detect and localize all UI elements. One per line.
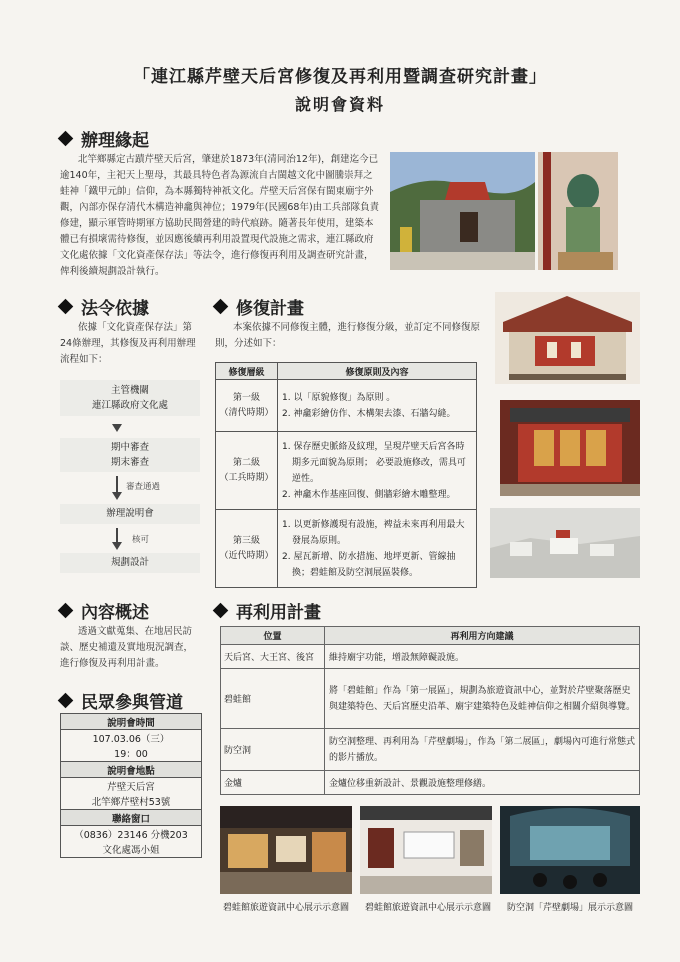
section-repair-heading — [215, 294, 304, 319]
visitor-center-render-2 — [360, 806, 492, 894]
origin-paragraph: 北竿鄉縣定古蹟芹壁天后宮，肇建於1873年(清同治12年)，創建迄今已逾140年，主祀天上聖母，其最具特色者為源流自古閩越文化中圖騰崇拜之蛙神「鐵甲元帥」信仰，為本縣獨特神祇文化。芹壁天后宮保有閩東廟宇外觀，內部亦保存清代木構造神龕與神位；1979年(民國68年)由工兵部隊負責修建，顯示軍管時期軍方協助民間營建的時代痕跡。隨著長年使用，建築本體已有損壞需待修復，並因應後續再利用設置現代設施之需求，連江縣政府文化處依據「文化資產保存法」等法令，進行修復再利用及調查研究計畫，俾利後續規劃設計執行。 — [60, 154, 380, 277]
repair-level: 第二級 — [232, 457, 260, 468]
temple-exterior-photo — [390, 152, 535, 270]
repair-item: 2. 神龕木作基座回復、側牆彩繪木雕整理。 — [282, 489, 456, 500]
repair-period: （工兵時期） — [219, 472, 274, 483]
contact-label: 聯絡窗口 — [61, 810, 202, 826]
repair-level: 第三級 — [232, 535, 260, 546]
section-reuse-title: 再利用計畫 — [236, 603, 321, 623]
meeting-address: 北竿鄉芹壁村53號 — [61, 794, 202, 810]
diamond-bullet-icon — [58, 693, 74, 709]
page-subtitle: 說明會資料 — [294, 95, 385, 114]
meeting-venue: 芹壁天后宮 — [61, 778, 202, 794]
page-title: 「連江縣芹壁天后宮修復及再利用暨調查研究計畫」 — [133, 67, 547, 87]
visitor-center-render-1 — [220, 806, 352, 894]
reuse-header-suggestion: 再利用方向建議 — [325, 627, 640, 645]
flow-arrow-icon — [112, 424, 122, 432]
law-paragraph: 依據「文化資產保存法」第24條辦理，其修復及再利用辦理流程如下： — [60, 322, 196, 365]
flow-connector — [116, 528, 118, 542]
image-caption: 碧蛙館旅遊資訊中心展示示意圖 — [364, 903, 491, 913]
reuse-suggestion: 金爐位移重新設計、景觀設施整理修繕。 — [325, 771, 640, 795]
reuse-location: 天后宮、大王宮、後宮 — [221, 645, 325, 669]
flow-step-design: 規劃設計 — [60, 553, 200, 573]
repair-level: 第一級 — [232, 392, 260, 403]
summary-paragraph: 透過文獻蒐集、在地居民訪談、歷史補遺及實地現況調查，進行修復及再利用計畫。 — [60, 626, 194, 669]
repair-paragraph: 本案依據不同修復主體，進行修復分級，並訂定不同修復原則，分述如下： — [215, 322, 481, 349]
section-reuse-heading — [215, 598, 321, 623]
repair-item: 1. 以「原貌修復」為原則 。 — [282, 392, 396, 403]
flow-step-meeting: 辦理說明會 — [60, 504, 200, 524]
reuse-header-location: 位置 — [221, 627, 325, 645]
reuse-suggestion: 將「碧蛙館」作為「第一展區」，規劃為旅遊資訊中心，並對於芹壁聚落歷史與建築特色、天后宮歷史沿革、廟宇建築特色及蛙神信仰之相關介紹與導覽。 — [325, 669, 640, 729]
diamond-bullet-icon — [213, 603, 229, 619]
section-repair-title: 修復計畫 — [236, 299, 304, 319]
repair-header-level: 修復層級 — [216, 363, 278, 380]
diamond-bullet-icon — [58, 603, 74, 619]
temple-section-render — [495, 292, 640, 384]
reuse-table — [220, 626, 640, 795]
contact-person: 文化處馮小姐 — [61, 842, 202, 858]
table-row — [216, 510, 477, 588]
reuse-suggestion: 防空洞整理、再利用為「芹壁劇場」，作為「第二展區」，劇場內可進行常態式的影片播放。 — [325, 729, 640, 771]
site-aerial-render — [490, 508, 640, 578]
flow-note-approved: 審查通過 — [126, 482, 161, 492]
section-origin-title: 辦理緣起 — [81, 131, 149, 151]
repair-item: 1. 以更新修護現有設施，裨益未來再利用最大發展為原則。 — [282, 519, 465, 546]
diamond-bullet-icon — [213, 299, 229, 315]
temple-interior-render — [500, 400, 640, 496]
table-row — [216, 432, 477, 510]
section-summary-title: 內容概述 — [81, 603, 149, 623]
table-row — [221, 645, 640, 669]
meeting-time-label: 說明會時間 — [61, 714, 202, 730]
repair-period: （近代時期） — [219, 550, 274, 561]
meeting-date: 107.03.06（三） — [61, 730, 202, 746]
flow-note-permit: 核可 — [132, 535, 150, 545]
repair-header-principle: 修復原則及內容 — [278, 363, 477, 380]
diamond-bullet-icon — [58, 131, 74, 147]
repair-period: （清代時期） — [219, 407, 274, 418]
section-law-heading — [60, 294, 149, 319]
section-summary-heading — [60, 598, 149, 623]
flow-arrow-icon — [112, 542, 122, 550]
flow-connector — [116, 476, 118, 492]
table-row — [221, 669, 640, 729]
section-origin-heading — [60, 126, 149, 151]
reuse-location: 碧蛙館 — [221, 669, 325, 729]
section-participation-heading — [60, 688, 183, 713]
section-law-title: 法令依據 — [81, 299, 149, 319]
air-raid-theater-render — [500, 806, 640, 894]
image-caption: 防空洞「芹壁劇場」展示示意圖 — [506, 903, 633, 913]
repair-item: 1. 保存歷史脈絡及紋理，呈現芹壁天后宮各時期多元面貌為原則； 必要設施修改，需具可逆性。 — [282, 441, 466, 484]
table-row — [216, 380, 477, 432]
diamond-bullet-icon — [58, 299, 74, 315]
reuse-location: 金爐 — [221, 771, 325, 795]
section-participation-title: 民眾參與管道 — [81, 693, 183, 713]
flow-step-review: 期中審查 期末審查 — [60, 438, 200, 472]
flow-step-authority: 主管機關 連江縣政府文化處 — [60, 380, 200, 416]
meeting-place-label: 說明會地點 — [61, 762, 202, 778]
reuse-suggestion: 維持廟宇功能，增設無障礙設施。 — [325, 645, 640, 669]
table-row — [221, 771, 640, 795]
meeting-hour: 19：00 — [61, 746, 202, 762]
meeting-info-table — [60, 713, 202, 858]
repair-item: 2. 屋瓦新增、防水措施、地坪更新、管線抽換；碧蛙館及防空洞展區裝修。 — [282, 551, 456, 578]
repair-item: 2. 神龕彩繪仿作、木構架去漆、石牆勾縫。 — [282, 408, 456, 419]
image-caption: 碧蛙館旅遊資訊中心展示示意圖 — [222, 903, 349, 913]
repair-table — [215, 362, 477, 588]
contact-phone: （0836）23146 分機203 — [61, 826, 202, 842]
flow-arrow-icon — [112, 492, 122, 500]
reuse-location: 防空洞 — [221, 729, 325, 771]
deity-statue-photo — [538, 152, 618, 270]
table-row — [221, 729, 640, 771]
